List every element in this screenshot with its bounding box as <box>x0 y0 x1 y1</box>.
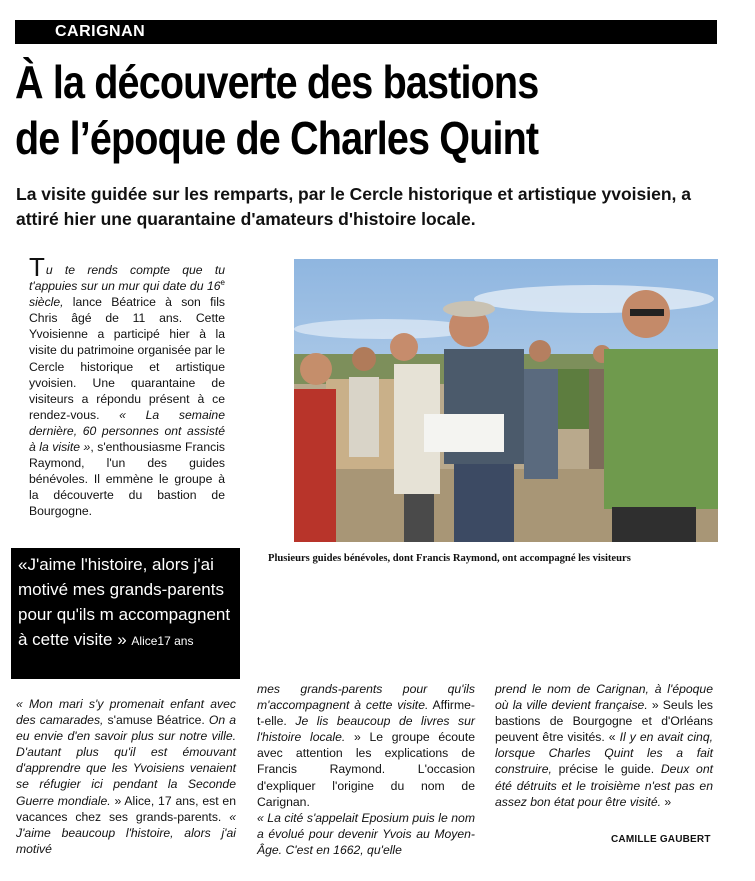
body-text: , s'enthousiasme Francis Raymond, l'un des guides bénévoles. Il emmène le groupe à la découverte du bastion de Bourgogne. <box>29 440 226 519</box>
paragraph <box>16 696 236 857</box>
quote-text: « Mon mari s'y promenait enfant avec des camarades, <box>16 697 236 728</box>
drop-cap: T <box>29 252 45 282</box>
quote-text: On a eu envie d'en savoir plus sur notre ville. D'autant plus qu'il est émouvant d'apprendre que les Yvoisiens venaient se réfugier ici pendant la Seconde Guerre mondiale. <box>16 713 236 808</box>
standfirst: La visite guidée sur les remparts, par le Cercle historique et artistique yvoisien, a attiré hier une quarantaine d'amateurs d'histoire locale. <box>16 184 691 229</box>
headline-line-2: de l’époque de Charles Quint <box>15 112 539 164</box>
headline <box>15 54 634 166</box>
quote-text: « La semaine dernière, 60 personnes ont assisté à la visite » <box>29 407 225 455</box>
headline-line-1: À la découverte des bastions <box>15 56 539 108</box>
section-kicker: CARIGNAN <box>55 23 146 40</box>
paragraph <box>257 681 475 810</box>
article-photo <box>294 259 718 542</box>
body-text: s'amuse Béatrice. <box>103 713 209 728</box>
body-text: » Alice, 17 ans, est en vacances chez ses grands-parents. <box>16 793 236 824</box>
quote-text: Deux ont été détruits et le troisième n'est pas en assez bon état pour être visité. <box>495 762 713 809</box>
quote-text: « La cité s'appelait Eposium puis le nom a évolué pour devenir Yvois au Moyen-Âge. C'est en 1662, qu'elle <box>257 810 475 857</box>
body-text: précise le guide. <box>551 762 661 777</box>
body-text: Affirme-t-elle. <box>257 698 475 729</box>
article-column-a <box>16 696 236 857</box>
quote-text: u te rends compte que tu t'appuies sur un mur qui date du 16 <box>29 263 225 294</box>
article-column-1 <box>29 252 226 520</box>
quote-text: mes grands-parents pour qu'ils m'accompagnent à cette visite. <box>257 682 475 713</box>
section-kicker-bar <box>15 20 717 44</box>
quote-text: prend le nom de Carignan, à l'époque où la ville devient française. <box>495 682 713 713</box>
photo-illustration <box>294 259 718 542</box>
paragraph <box>495 681 713 810</box>
quote-text: siècle, <box>29 295 64 310</box>
superscript: e <box>220 278 225 288</box>
quote-text: « J'aime beaucoup l'histoire, alors j'ai motivé <box>16 809 236 856</box>
body-text: » Seuls les bastions de Bourgogne et d'Orléans peuvent être visités. « <box>495 698 713 745</box>
body-text: lance Béatrice à son fils Chris âgé de 11 ans. Cette Yvoisienne a participé hier à la visite du patrimoine organisée par le Cercle historique et artistique yvoisien. Une quarantaine de visiteurs a répondu présent à ce rendez-vous. <box>29 295 225 422</box>
intro-paragraph <box>29 252 226 520</box>
quote-text: Je lis beaucoup de livres sur l'histoire locale. <box>257 714 475 745</box>
pull-quote-author: Alice17 ans <box>131 634 194 648</box>
body-text: » Le groupe écoute avec attention les explications de Francis Raymond. L'occasion d'expliquer l'origine du nom de Carignan. <box>257 730 475 809</box>
pull-quote-text: «J'aime l'histoire, alors j'ai motivé mes grands-parents pour qu'ils m accompagnent à cette visite » <box>18 555 231 649</box>
paragraph <box>257 810 475 858</box>
author-signature: CAMILLE GAUBERT <box>611 834 711 845</box>
body-text: » <box>660 794 672 809</box>
photo-caption: Plusieurs guides bénévoles, dont Francis Raymond, ont accompagné les visiteurs <box>268 553 631 564</box>
article-column-c <box>495 681 713 810</box>
article-column-b <box>257 681 475 858</box>
quote-text: Il y en avait cinq, lorsque Charles Quint les a fait construire, <box>495 730 713 777</box>
pull-quote <box>18 552 243 654</box>
pull-quote-box <box>11 548 240 679</box>
